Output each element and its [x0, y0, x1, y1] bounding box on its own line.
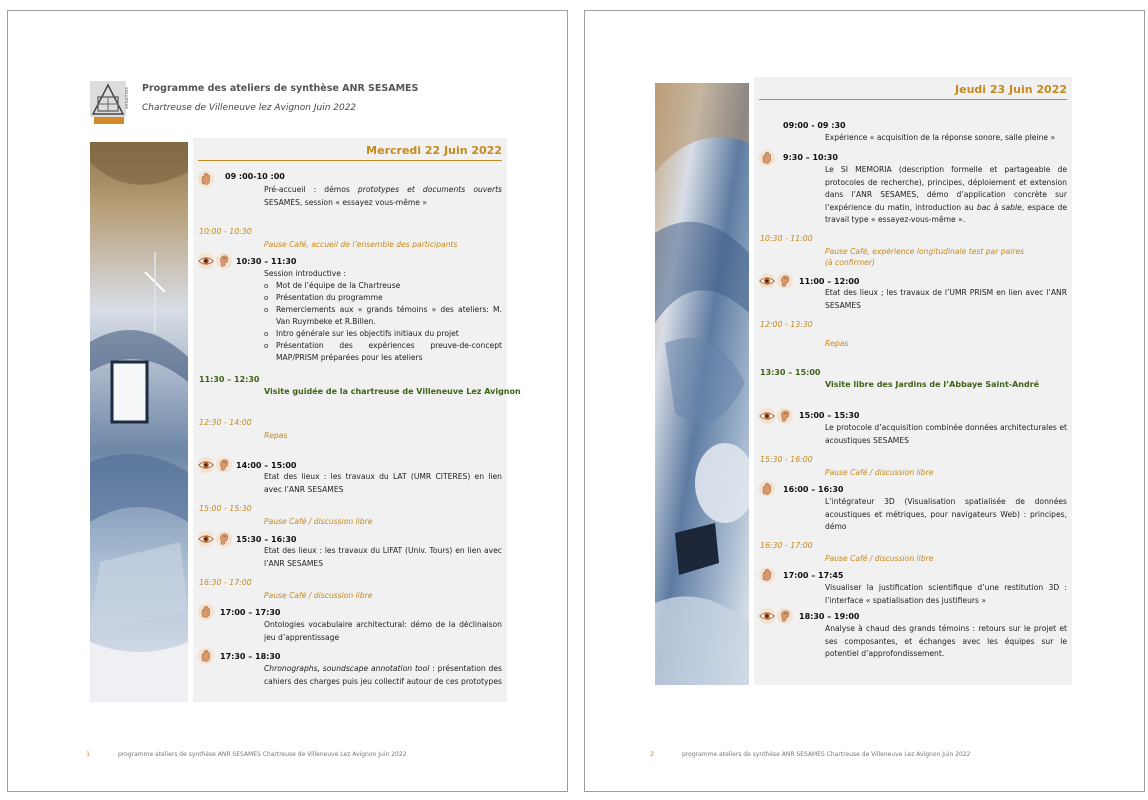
day-heading: Jeudi 23 Juin 2022 [955, 83, 1067, 96]
pause-time: 16:30 - 17:00 [760, 541, 813, 550]
session-time: 18:30 – 19:00 [799, 612, 860, 621]
pause-description: Pause Café / discussion libre [264, 591, 373, 600]
visit-time: 13:30 – 15:00 [760, 368, 821, 377]
pause-description: Pause Café / discussion libre [825, 468, 934, 477]
ear-icon [776, 272, 794, 290]
visit-description: Visite guidée de la chartreuse de Villeneuve Lez Avignon [264, 387, 521, 396]
svg-text:sesames: sesames [124, 87, 130, 109]
visit-description: Visite libre des Jardins de l’Abbaye Saint-André [825, 380, 1040, 389]
session-description: Analyse à chaud des grands témoins : retours sur le projet et ses composantes, et échanges avec les équipes sur le potentiel d’approfondissement. [825, 624, 1067, 658]
session-description: Pré-accueil : démos prototypes et documents ouverts SESAMES, session « essayez vous-même » [264, 185, 502, 207]
session-time: 09:00 - 09 :30 [783, 121, 846, 130]
session-description: Chronographs, soundscape annotation tool : présentation des cahiers des charges puis jeu collectif autour de ces prototypes [264, 664, 502, 686]
session-time: 17:00 – 17:30 [220, 608, 281, 617]
session-description: Ontologies vocabulaire architectural: démo de la déclinaison jeu d’apprentissage [264, 620, 502, 642]
logo-icon [88, 79, 134, 129]
eye-icon [197, 252, 215, 270]
eye-icon [758, 272, 776, 290]
document-subtitle: Chartreuse de Villeneuve lez Avignon Juin 2022 [142, 103, 357, 113]
eye-icon [758, 407, 776, 425]
document-page-1 [7, 10, 568, 792]
session-description: Le SI MEMORIA (description formelle et partageable de protocoles de recherche), principes, déploiement et extension dans l’ANR SESAMES, démo d’application concrète sur l’expérience du matin, introduction au bac à sable, espace de travail type « essayez-vous-même ». [825, 165, 1067, 224]
hand-icon [758, 149, 776, 167]
pause-time: 15:00 - 15:30 [199, 504, 252, 513]
day-heading: Mercredi 22 Juin 2022 [366, 144, 502, 157]
session-description: Etat des lieux ; les travaux de l’UMR PRISM en lien avec l’ANR SESAMES [825, 288, 1067, 310]
hand-icon [758, 480, 776, 498]
pause-description: Repas [825, 339, 849, 348]
document-page-2 [584, 10, 1145, 792]
ear-icon [215, 252, 233, 270]
session-time: 16:00 – 16:30 [783, 485, 844, 494]
page-number: 2 [650, 750, 655, 758]
list-item: o Présentation du programme [264, 292, 502, 304]
list-item: o Intro générale sur les objectifs initiaux du projet [264, 328, 502, 340]
session-time: 14:00 – 15:00 [236, 461, 297, 470]
list-item: o Remerciements aux « grands témoins » des ateliers: M. Van Ruymbeke et R.Billen. [264, 304, 502, 328]
pause-time: 12:00 - 13:30 [760, 320, 813, 329]
list-item: o Mot de l’équipe de la Chartreuse [264, 280, 502, 292]
ear-icon [215, 456, 233, 474]
pause-description: Pause Café / discussion libre [264, 517, 373, 526]
session-time: 17:00 – 17:45 [783, 571, 844, 580]
pause-time: 12:30 - 14:00 [199, 418, 252, 427]
session-time: 15:00 – 15:30 [799, 411, 860, 420]
session-description: Etat des lieux : les travaux du LIFAT (Univ. Tours) en lien avec l’ANR SESAMES [264, 546, 502, 568]
page-footer: programme ateliers de synthèse ANR SESAMES Chartreuse de Villeneuve Lez Avignon Juin 2022 [118, 751, 407, 758]
document-title: Programme des ateliers de synthèse ANR SESAMES [142, 83, 419, 94]
page-footer: programme ateliers de synthèse ANR SESAMES Chartreuse de Villeneuve Lez Avignon Juin 2022 [682, 751, 971, 758]
session-time: 17:30 – 18:30 [220, 652, 281, 661]
session-time: 9:30 – 10:30 [783, 153, 838, 162]
divider [198, 160, 502, 161]
pause-description: Pause Café, expérience longitudinale test par paires [825, 247, 1025, 256]
divider [759, 99, 1067, 100]
ear-icon [215, 530, 233, 548]
pause-description: Pause Café, accueil de l’ensemble des participants [264, 240, 458, 249]
schedule-panel [193, 138, 521, 702]
session-time: 15:30 – 16:30 [236, 535, 297, 544]
session-time: 09 :00-10 :00 [225, 172, 285, 181]
pause-time: 10:30 - 11:00 [760, 234, 813, 243]
visit-time: 11:30 – 12:30 [199, 375, 260, 384]
hand-icon [197, 170, 215, 188]
hand-icon [197, 603, 215, 621]
pause-time: 15:30 - 16:00 [760, 455, 813, 464]
session-description: Le protocole d’acquisition combinée données architecturales et acoustiques SESAMES [825, 423, 1067, 445]
ear-icon [776, 407, 794, 425]
pause-description: Repas [264, 431, 288, 440]
eye-icon [758, 607, 776, 625]
session-description: Etat des lieux : les travaux du LAT (UMR CITERES) en lien avec l’ANR SESAMES [264, 472, 502, 494]
ear-icon [776, 607, 794, 625]
session-agenda-list [264, 280, 502, 364]
pause-time: 16:30 - 17:00 [199, 578, 252, 587]
session-description: Expérience « acquisition de la réponse sonore, salle pleine » [825, 133, 1056, 142]
decorative-photo-strip [90, 142, 188, 702]
page-number: 1 [86, 750, 91, 758]
session-time: 10:30 – 11:30 [236, 257, 297, 266]
session-description: Visualiser la justification scientifique d’une restitution 3D : l’interface « spatialisation des justifieurs » [825, 583, 1067, 605]
list-item: o Présentation des expériences preuve-de-concept MAP/PRISM préparées pour les ateliers [264, 340, 502, 364]
session-intro: Session introductive : [264, 269, 346, 278]
hand-icon [758, 566, 776, 584]
pause-note: (à confirmer) [825, 258, 875, 267]
decorative-photo-strip [655, 83, 749, 685]
eye-icon [197, 530, 215, 548]
session-description: L’intégrateur 3D (Visualisation spatialisée de données acoustiques et métriques, pour navigateurs Web) : principes, démo [825, 497, 1067, 531]
pause-description: Pause Café / discussion libre [825, 554, 934, 563]
pause-time: 10:00 - 10:30 [199, 227, 252, 236]
hand-icon [197, 647, 215, 665]
schedule-panel [754, 77, 1072, 685]
eye-icon [197, 456, 215, 474]
session-time: 11:00 – 12:00 [799, 277, 860, 286]
